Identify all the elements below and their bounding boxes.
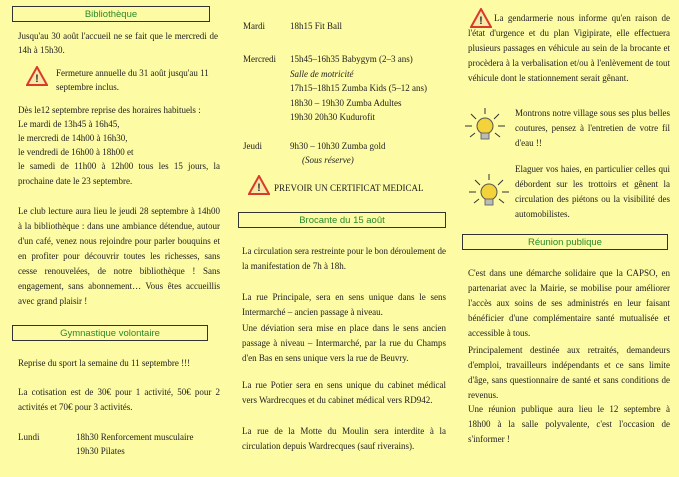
certificat-medical: PREVOIR UN CERTIFICAT MEDICAL <box>274 183 424 193</box>
horaires-line: Dès le12 septembre reprise des horaires habituels : <box>18 105 201 115</box>
club-lecture: Le club lecture aura lieu le jeudi 28 septembre à 14h00 à la bibliothèque : dans une ambiance détendue, autour d'un café, venez nous rejoindre pour parler bouquins et en profiter pour découvrir toutes les richesses, sans cesse renouvelées, de notre bibliothèque ! Sans engagement, sans abonnement… Vous êtes accueillis avec grand plaisir ! <box>18 206 220 306</box>
horaires-line: le mercredi de 14h00 à 16h30, <box>18 133 128 143</box>
montrons-village: Montrons notre village sous ses plus belles coutures, pensez à l'entretien de votre fil d'eau !! <box>515 108 670 148</box>
reunion-p1: C'est dans une démarche solidaire que la CAPSO, en partenariat avec la Mairie, se mobilise pour améliorer l'accès aux soins de ses administrés en leur faisant bénéficier d'une complémentaire santé mutualisée et accessible à tous. <box>468 268 670 338</box>
schedule-item: 19h30 Pilates <box>76 446 125 456</box>
jeudi-day: Jeudi <box>243 141 262 151</box>
schedule-item: 18h30 – 19h30 Zumba Adultes <box>290 97 402 108</box>
mercredi-items <box>290 52 455 125</box>
lightbulb-icon <box>466 172 512 217</box>
warning-triangle-icon <box>248 175 270 200</box>
horaires-line: le samedi de 11h00 à 12h00 tous les 15 jours, la prochaine date le 23 septembre. <box>18 161 220 186</box>
brocante-title: Brocante du 15 août <box>238 212 446 228</box>
brocante-p4: La rue Potier sera en sens unique du cabinet médical vers Wardrecques et du cabinet médical vers RD942. <box>242 380 446 405</box>
mardi-day: Mardi <box>243 21 265 31</box>
gym-cotisation: La cotisation est de 30€ pour 1 activité, 50€ pour 2 activités et 70€ pour 3 activités. <box>18 387 220 412</box>
reunion-p2: Principalement destinée aux retraités, demandeurs d'emploi, travailleurs indépendants et ce sans limite d'âge, sans questionnaire de santé et sans conditions de revenus. <box>468 345 670 400</box>
brocante-p5: La rue de la Motte du Moulin sera interdite à la circulation depuis Wardrecques (sauf riverains). <box>242 426 446 451</box>
svg-text:!: ! <box>35 73 39 85</box>
brocante-p2: La rue Principale, sera en sens unique dans le sens Intermarché – ancien passage à niveau. <box>242 292 446 317</box>
svg-text:!: ! <box>479 15 483 27</box>
lundi-items <box>76 430 226 458</box>
lightbulb-icon <box>462 106 508 151</box>
svg-text:!: ! <box>257 182 261 194</box>
schedule-item: 17h15–18h15 Zumba Kids (5–12 ans) <box>290 83 427 93</box>
bibliotheque-fermeture: Fermeture annuelle du 31 août jusqu'au 11 septembre inclus. <box>56 68 209 92</box>
gendarmerie-notice: La gendarmerie nous informe qu'en raison de l'état d'urgence et du plan Vigipirate, elle effectuera plusieurs passages en véhicule au sein de la brocante et procèdera à la verbalisation et/ou à l'enlèvement de tout véhicule dont le stationnement serait gênant. <box>468 13 670 83</box>
schedule-item: 19h30 20h30 Kudurofit <box>290 112 375 122</box>
schedule-item: 9h30 – 10h30 Zumba gold <box>290 141 386 151</box>
brocante-p1: La circulation sera restreinte pour le bon déroulement de la manifestation de 7h à 18h. <box>242 246 446 271</box>
schedule-item: Salle de motricité <box>290 68 354 79</box>
horaires-line: le vendredi de 16h00 à 18h00 et <box>18 147 134 157</box>
bibliotheque-horaires <box>18 103 220 189</box>
gym-title: Gymnastique volontaire <box>12 325 208 341</box>
mardi-items <box>290 19 450 33</box>
lundi-day: Lundi <box>18 432 40 442</box>
mercredi-day: Mercredi <box>243 54 276 64</box>
bibliotheque-accueil: Jusqu'au 30 août l'accueil ne se fait que le mercredi de 14h à 15h30. <box>18 31 218 55</box>
jeudi-items <box>290 139 450 167</box>
reunion-title: Réunion publique <box>462 234 668 250</box>
schedule-item: 18h30 Renforcement musculaire <box>76 432 194 442</box>
schedule-item: (Sous réserve) <box>302 155 354 165</box>
horaires-line: Le mardi de 13h45 à 16h45, <box>18 119 120 129</box>
brocante-p3: Une déviation sera mise en place dans le sens ancien passage à niveau – Intermarché, par la rue du Champs d'en Bas en sens unique vers la rue de Beuvry. <box>242 323 446 363</box>
reunion-p3: Une réunion publique aura lieu le 12 septembre à 18h00 à la salle polyvalente, c'est l'occasion de s'informer ! <box>468 404 670 444</box>
schedule-item: 15h45–16h35 Babygym (2–3 ans) <box>290 54 413 64</box>
bibliotheque-title: Bibliothèque <box>12 6 210 22</box>
elaguer-haies: Elaguer vos haies, en particulier celles qui débordent sur les trottoirs et gênent la circulation des piétons ou la visibilité des automobilistes. <box>515 164 670 219</box>
warning-triangle-icon <box>26 66 48 91</box>
gym-reprise: Reprise du sport la semaine du 11 septembre !!! <box>18 358 191 368</box>
schedule-item: 18h15 Fit Ball <box>290 21 343 31</box>
